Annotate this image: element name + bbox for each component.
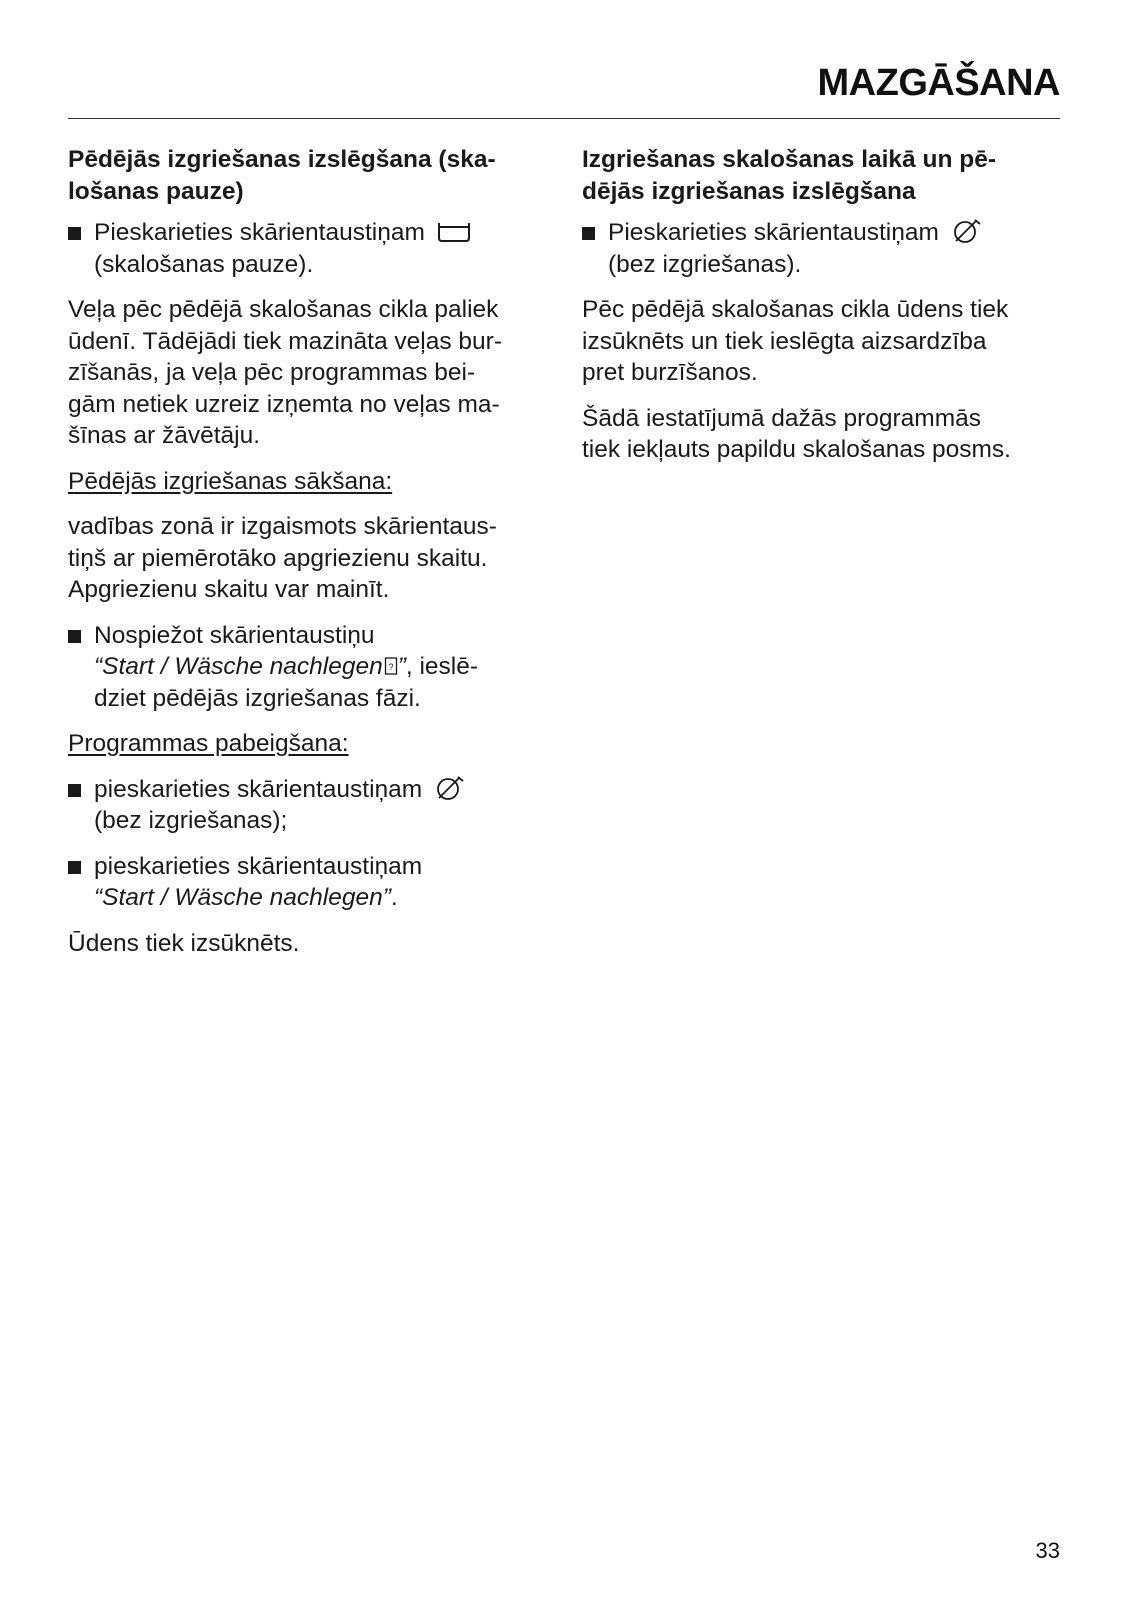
bullet-item bbox=[68, 851, 543, 914]
heading-line: Pēdējās izgriešanas izslēgšana (ska- bbox=[68, 146, 496, 173]
subheading: Pēdējās izgriešanas sākšana: bbox=[68, 467, 393, 495]
bullet-square-icon bbox=[68, 861, 81, 874]
paragraph bbox=[582, 294, 1057, 389]
paragraph: Ūdens tiek izsūknēts. bbox=[68, 929, 300, 957]
bullet-item bbox=[68, 217, 543, 280]
header-divider bbox=[68, 118, 1060, 119]
subheading: Programmas pabeigšana: bbox=[68, 730, 349, 757]
bullet-text: (bez izgriešanas). bbox=[608, 250, 802, 278]
bullet-text: Pieskarieties skārientaustiņam bbox=[608, 219, 939, 246]
bullet-text: (bez izgriešanas); bbox=[94, 807, 288, 834]
no-spin-icon bbox=[950, 218, 984, 244]
page-number: 33 bbox=[1035, 1538, 1060, 1563]
bullet-text: Pieskarieties skārientaustiņam bbox=[94, 219, 425, 246]
bullet-text: pieskarieties skārientaustiņam bbox=[94, 775, 423, 803]
paragraph bbox=[68, 294, 543, 452]
rinse-hold-icon bbox=[436, 220, 472, 244]
section-heading bbox=[68, 144, 543, 207]
paragraph-line: tiek iekļauts papildu skalošanas posms. bbox=[582, 436, 1011, 463]
paragraph bbox=[582, 403, 1057, 466]
bullet-text: Nospiežot skārientaustiņu bbox=[94, 621, 375, 649]
paragraph-line: ūdenī. Tādējādi tiek mazināta veļas bur- bbox=[68, 327, 502, 355]
paragraph-line: Pēc pēdējā skalošanas cikla ūdens tiek bbox=[582, 296, 1009, 323]
paragraph-line: pret burzīšanos. bbox=[582, 359, 758, 386]
paragraph-line: Šādā iestatījumā dažās programmās bbox=[582, 404, 981, 432]
missing-glyph-icon bbox=[384, 655, 398, 677]
paragraph-line: Veļa pēc pēdējā skalošanas cikla paliek bbox=[68, 296, 499, 323]
quote-mark: ” bbox=[397, 653, 406, 680]
bullet-square-icon bbox=[68, 227, 81, 240]
bullet-text: (skalošanas pauze). bbox=[94, 250, 314, 278]
right-column bbox=[582, 144, 1057, 480]
bullet-item bbox=[582, 217, 1057, 280]
paragraph-line: zīšanās, ja veļa pēc programmas bei- bbox=[68, 359, 476, 386]
bullet-square-icon bbox=[582, 227, 595, 240]
bullet-item bbox=[68, 620, 543, 715]
button-name: “Start / Wäsche nachlegen” bbox=[94, 884, 391, 911]
section-heading bbox=[582, 144, 1057, 207]
bullet-text: pieskarieties skārientaustiņam bbox=[94, 852, 423, 880]
page-title: MAZGĀŠANA bbox=[817, 62, 1060, 104]
bullet-square-icon bbox=[68, 630, 81, 643]
paragraph-line: Apgriezienu skaitu var mainīt. bbox=[68, 576, 390, 603]
bullet-text: , ieslē- bbox=[405, 653, 479, 680]
paragraph-line: šīnas ar žāvētāju. bbox=[68, 422, 261, 449]
heading-line: Izgriešanas skalošanas laikā un pē- bbox=[582, 146, 996, 173]
heading-line: dējās izgriešanas izslēgšana bbox=[582, 177, 916, 205]
svg-text:?: ? bbox=[388, 662, 394, 672]
bullet-item bbox=[68, 774, 543, 837]
paragraph-line: izsūknēts un tiek ieslēgta aizsardzība bbox=[582, 327, 987, 355]
paragraph bbox=[68, 511, 543, 606]
bullet-square-icon bbox=[68, 784, 81, 797]
bullet-text: dziet pēdējās izgriešanas fāzi. bbox=[94, 684, 421, 712]
paragraph-line: gām netiek uzreiz izņemta no veļas ma- bbox=[68, 390, 500, 418]
button-name: “Start / Wäsche nachlegen bbox=[94, 653, 383, 680]
paragraph-line: tiņš ar piemērotāko apgriezienu skaitu. bbox=[68, 544, 488, 572]
left-column bbox=[68, 144, 543, 973]
heading-line: lošanas pauze) bbox=[68, 177, 244, 205]
bullet-text: . bbox=[390, 884, 398, 911]
paragraph-line: vadības zonā ir izgaismots skārientaus- bbox=[68, 513, 497, 540]
no-spin-icon bbox=[433, 775, 467, 801]
